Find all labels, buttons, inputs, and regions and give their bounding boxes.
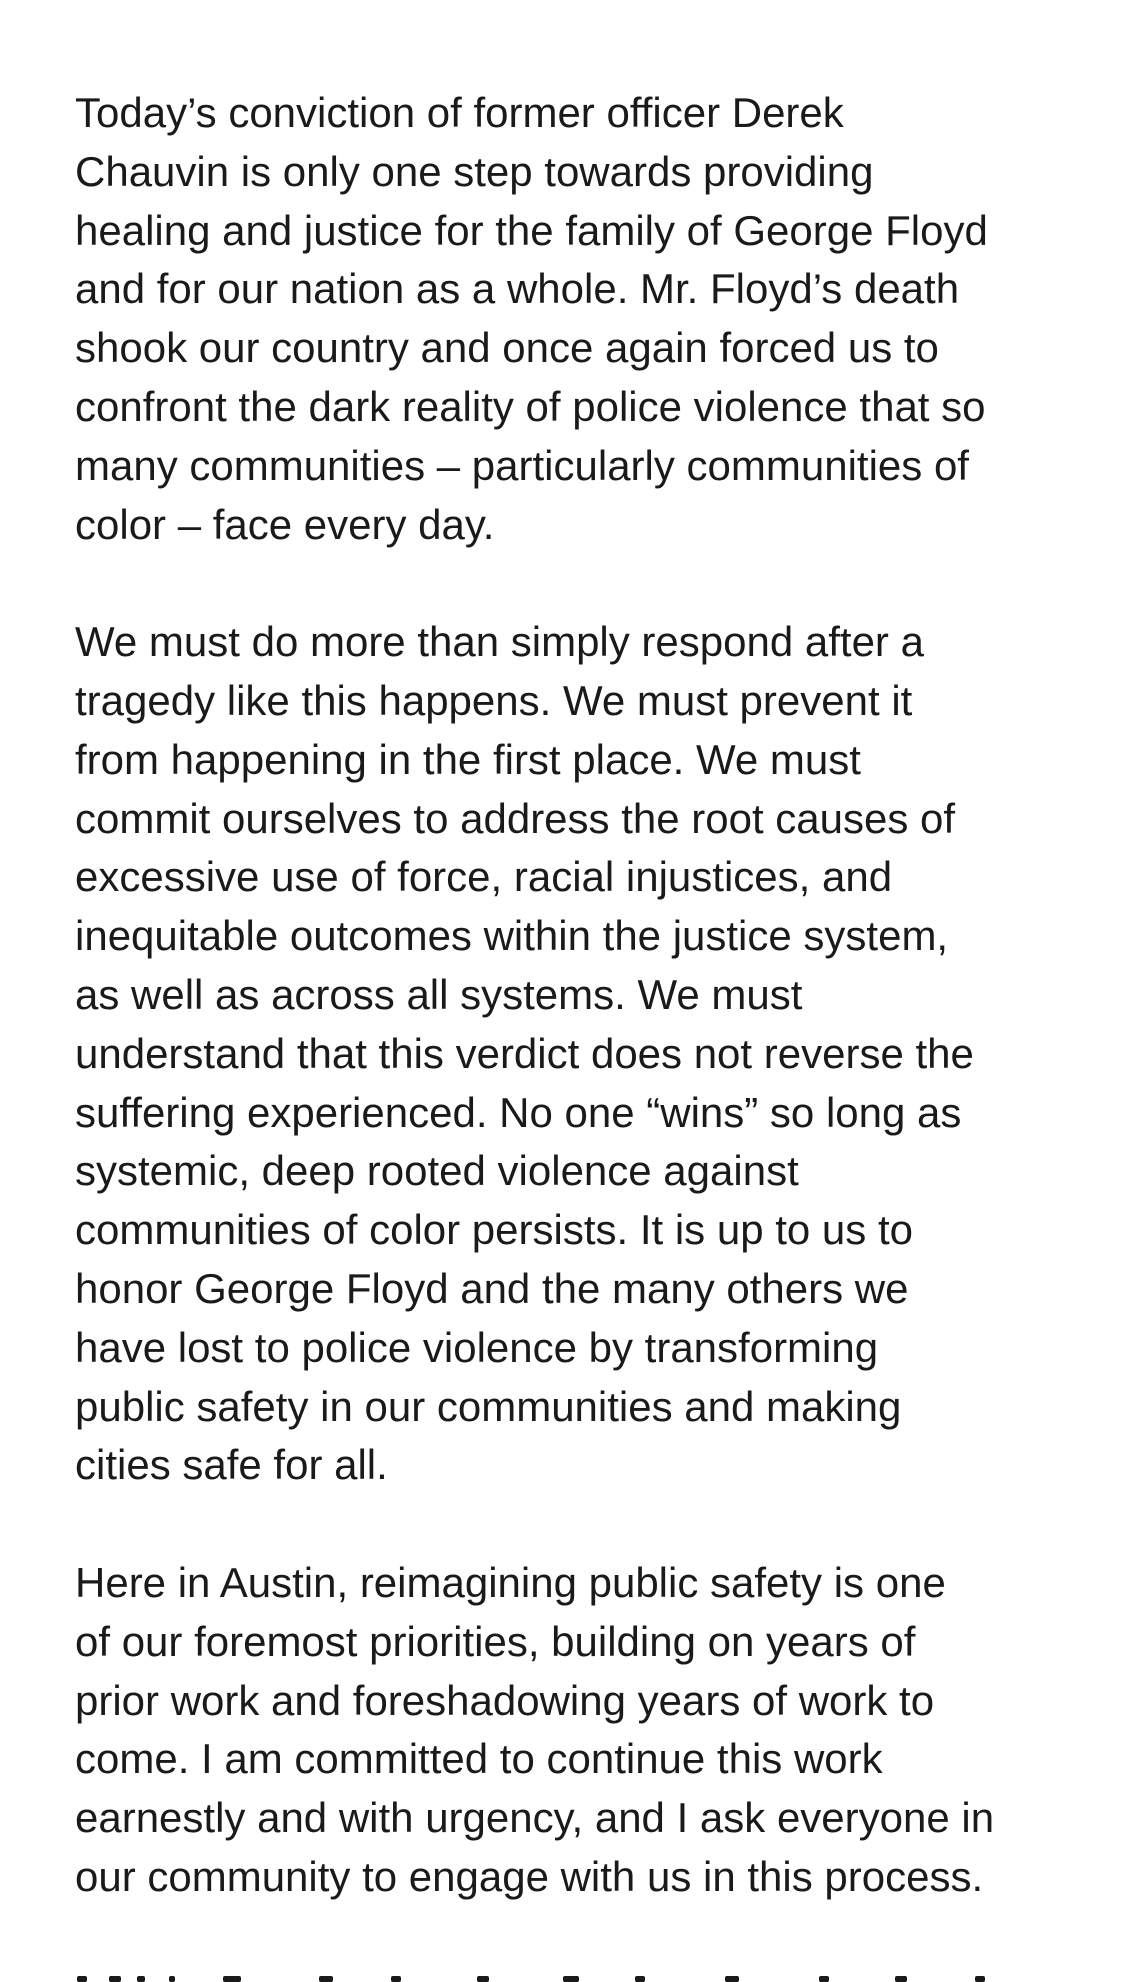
paragraph-3 <box>75 1554 1085 1907</box>
cutoff-glyph <box>319 1976 333 1982</box>
cutoff-glyph <box>223 1976 241 1982</box>
paragraph-line: cities safe for all. <box>75 1441 388 1489</box>
cutoff-glyph <box>109 1976 121 1982</box>
paragraph-line: Today’s conviction of former officer Derek <box>75 89 844 136</box>
cutoff-glyph <box>635 1976 645 1982</box>
paragraph-line: Here in Austin, reimagining public safety is one <box>75 1558 946 1606</box>
cutoff-glyph <box>975 1976 985 1982</box>
paragraph-line: communities of color persists. It is up to us to <box>75 1206 913 1254</box>
paragraph-line: many communities – particularly communities of <box>75 441 969 489</box>
paragraph-line: inequitable outcomes within the justice system, <box>75 912 949 960</box>
paragraph-line: shook our country and once again forced us to <box>75 324 939 372</box>
paragraph-line: honor George Floyd and the many others we <box>75 1264 909 1312</box>
paragraph-line: come. I am committed to continue this work <box>75 1735 883 1783</box>
paragraph-line: excessive use of force, racial injustices, and <box>75 853 893 901</box>
paragraph-line: confront the dark reality of police violence that so <box>75 382 986 430</box>
cutoff-glyph <box>895 1976 907 1982</box>
paragraph-line: public safety in our communities and making <box>75 1382 902 1430</box>
paragraph-2 <box>75 613 1085 1495</box>
paragraph-line: as well as across all systems. We must <box>75 970 803 1018</box>
paragraph-line: systemic, deep rooted violence against <box>75 1147 799 1195</box>
paragraph-line: commit ourselves to address the root causes of <box>75 794 956 842</box>
paragraph-line: earnestly and with urgency, and I ask everyone in <box>75 1794 995 1842</box>
paragraph-line: We must do more than simply respond after a <box>75 618 924 666</box>
cutoff-glyph <box>725 1976 739 1982</box>
paragraph-line: tragedy like this happens. We must prevent it <box>75 676 913 724</box>
paragraph-line: prior work and foreshadowing years of work to <box>75 1676 935 1724</box>
paragraph-1 <box>75 84 1085 554</box>
paragraph-line: our community to engage with us in this process. <box>75 1852 984 1900</box>
cutoff-glyph <box>391 1976 401 1982</box>
paragraph-line: healing and justice for the family of George Floyd <box>75 206 988 254</box>
statement-body <box>75 84 1085 1966</box>
cutoff-text-line <box>75 1962 1075 1982</box>
paragraph-line: and for our nation as a whole. Mr. Floyd’s death <box>75 265 960 313</box>
paragraph-line: from happening in the first place. We must <box>75 735 861 783</box>
cutoff-glyph <box>819 1976 829 1982</box>
paragraph-line: Chauvin is only one step towards providing <box>75 147 874 195</box>
paragraph-line: of our foremost priorities, building on years of <box>75 1617 916 1665</box>
cutoff-glyph <box>169 1976 175 1982</box>
paragraph-line: understand that this verdict does not reverse the <box>75 1029 974 1077</box>
cutoff-glyph <box>77 1976 87 1982</box>
paragraph-line: suffering experienced. No one “wins” so long as <box>75 1088 962 1136</box>
cutoff-glyph <box>563 1976 579 1982</box>
cutoff-glyph <box>137 1976 145 1982</box>
paragraph-line: have lost to police violence by transforming <box>75 1323 879 1371</box>
cutoff-glyph <box>477 1976 489 1982</box>
paragraph-line: color – face every day. <box>75 500 495 548</box>
